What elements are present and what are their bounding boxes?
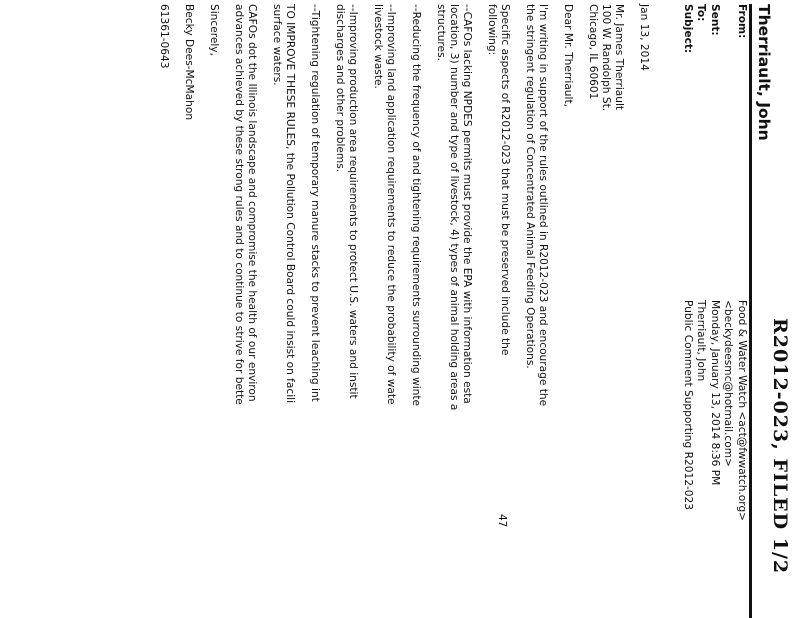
page-number: 47 [496, 514, 508, 528]
salutation: Dear Mr. Therriault, [562, 4, 574, 107]
sent-label: Sent: [709, 4, 721, 36]
signoff: Sincerely, [208, 4, 220, 56]
list-item-npdes: location, 3) number and type of livestock, 4) types of animal holding areas a [448, 4, 460, 411]
list-item-land: --Improving land application requirements to reduce the probability of wate [385, 4, 397, 405]
final-line: advances achieved by these strong rules and to continue to strive for bette [233, 4, 245, 405]
header-from-row [735, 4, 749, 604]
header-subject-row [681, 4, 695, 604]
list-item-production: --Improving production area requirements to protect U.S. waters and instit [347, 4, 359, 399]
address-line: Mr. James Therriault [613, 4, 625, 111]
sent-value: Monday, January 13, 2014 8:36 PM [709, 300, 721, 486]
list-item-manure: --Tightening regulation of temporary manure stacks to prevent leaching int [309, 4, 321, 402]
sender-name: Therriault, John [755, 4, 773, 141]
list-item-production: discharges and other problems. [334, 4, 346, 173]
header-rule [749, 4, 752, 618]
from-value-email: <beckydeesmc@hotmail.com> [722, 300, 735, 467]
list-item-npdes: --CAFOs lacking NPDES permits must provide the EPA with information esta [461, 4, 473, 404]
header-from-row-2 [721, 4, 735, 604]
letter-date: Jan 13, 2014 [638, 4, 650, 71]
to-label: To: [695, 4, 708, 22]
filing-stamp: R2012-023, FILED 1/2 [769, 318, 791, 575]
from-label: From: [736, 4, 748, 39]
to-value: Therriault, John [695, 300, 708, 382]
signer-name: Becky Dees-McMahon [183, 4, 195, 121]
email-header [681, 4, 749, 604]
header-to-row [694, 4, 708, 604]
closing-line: surface waters. [271, 4, 283, 86]
address-line: Chicago, IL 60601 [587, 4, 599, 100]
header-sent-row [708, 4, 722, 604]
signer-zip: 61361-0643 [158, 4, 170, 69]
intro-line: the stringent regulation of Concentrated Animal Feeding Operations. [524, 4, 536, 369]
list-item-npdes: structures. [435, 4, 447, 61]
address-line: 100 W. Randolph St. [600, 4, 612, 112]
from-value: Food & Water Watch <act@fwwatch.org> [736, 300, 748, 522]
subject-value: Public Comment Supporting R2012-023 [682, 300, 694, 510]
closing-line: TO IMPROVE THESE RULES, the Pollution Control Board could insist on facili [284, 4, 296, 404]
intro-line: I'm writing in support of the rules outlined in R2012-023 and encourage the [537, 4, 549, 407]
final-line: CAFOs dot the Illinois landscape and compromise the health of our environ [246, 4, 258, 402]
aspects-line: Specific aspects of R2012-023 that must be preserved include the [499, 4, 511, 356]
letter-body [157, 4, 650, 618]
list-item-winter: --Reducing the frequency of and tightening requirements surrounding winte [410, 4, 422, 407]
aspects-line: following: [486, 4, 498, 56]
list-item-land: livestock waste. [372, 4, 384, 89]
subject-label: Subject: [682, 4, 694, 54]
